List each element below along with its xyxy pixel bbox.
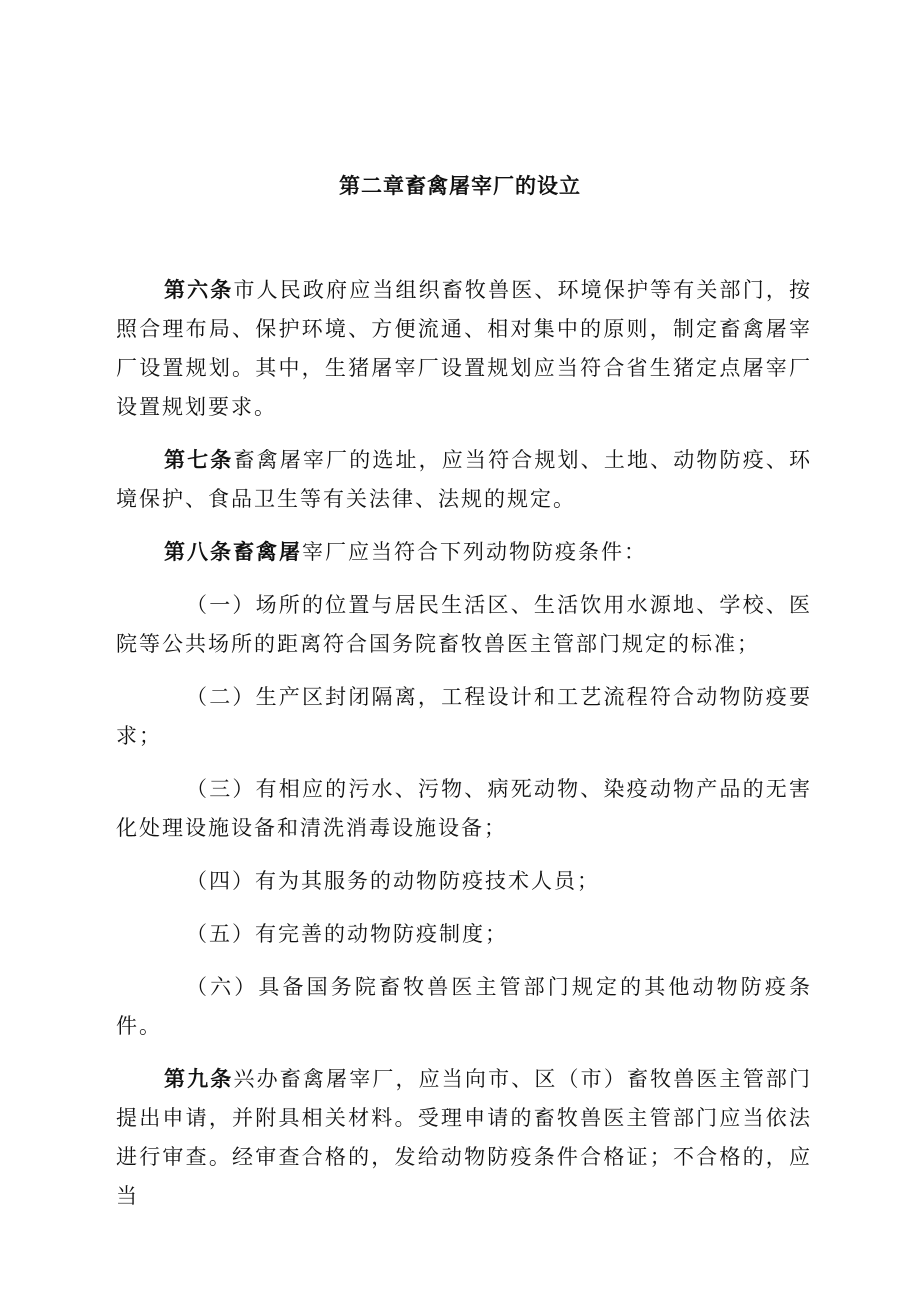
article-7-text: 畜禽屠宰厂的选址，应当符合规划、土地、动物防疫、环境保护、食品卫生等有关法律、法规的规定。	[116, 448, 813, 511]
article-8-item: （五）有完善的动物防疫制度；	[186, 922, 508, 946]
article-8-lead: 第八条畜禽屠	[164, 540, 302, 564]
document-body	[116, 271, 812, 1230]
article-9-text: 兴办畜禽屠宰厂，应当向市、区（市）畜牧兽医主管部门提出申请，并附具相关材料。受理申请的畜牧兽医主管部门应当依法进行审查。经审查合格的，发给动物防疫条件合格证；不合格的，应当	[116, 1067, 813, 1208]
article-7-lead: 第七条	[164, 448, 234, 472]
article-8-text: 宰厂应当符合下列动物防疫条件：	[302, 540, 647, 564]
article-6-text: 市人民政府应当组织畜牧兽医、环境保护等有关部门，按照合理布局、保护环境、方便流通、相对集中的原则，制定畜禽屠宰厂设置规划。其中，生猪屠宰厂设置规划应当符合省生猪定点屠宰厂设置规划要求。	[116, 278, 813, 419]
article-8-item: （二）生产区封闭隔离，工程设计和工艺流程符合动物防疫要求；	[116, 685, 812, 748]
article-8-item: （六）具备国务院畜牧兽医主管部门规定的其他动物防疫条件。	[116, 975, 812, 1038]
article-8	[116, 533, 812, 572]
article-8-item: （三）有相应的污水、污物、病死动物、染疫动物产品的无害化处理设施设备和清洗消毒设施设备；	[116, 777, 812, 840]
article-6	[116, 271, 812, 427]
article-9-lead: 第九条	[164, 1067, 234, 1091]
article-7	[116, 441, 812, 519]
chapter-title: 第二章畜禽屠宰厂的设立	[339, 174, 581, 198]
article-8-item: （一）场所的位置与居民生活区、生活饮用水源地、学校、医院等公共场所的距离符合国务院畜牧兽医主管部门规定的标准；	[116, 593, 812, 656]
article-9	[116, 1060, 812, 1216]
article-8-item: （四）有为其服务的动物防疫技术人员；	[186, 869, 600, 893]
article-6-lead: 第六条	[164, 278, 234, 302]
